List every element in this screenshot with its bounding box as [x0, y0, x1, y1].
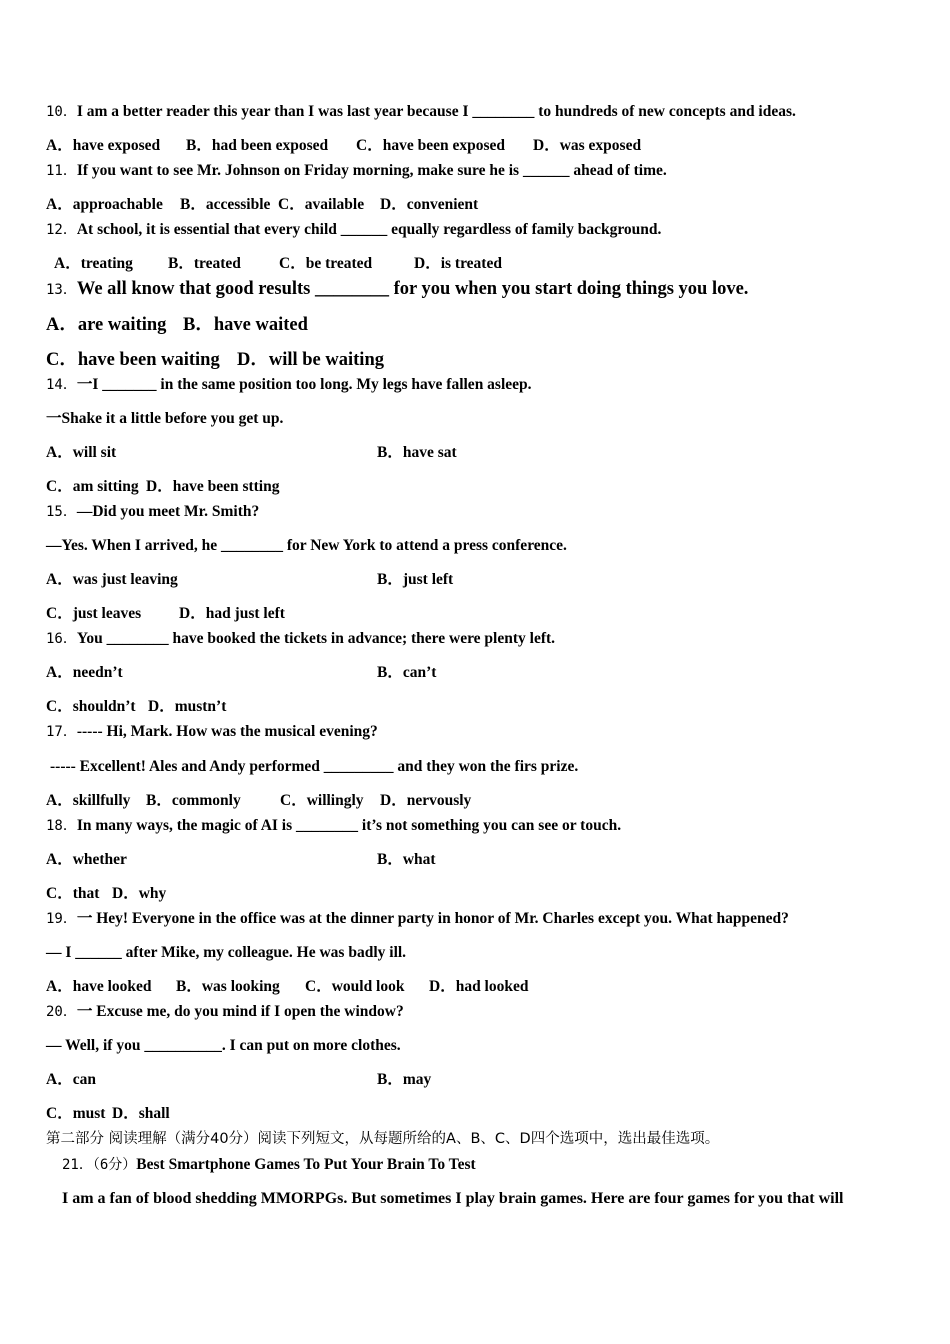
option-a: A．have looked — [46, 978, 152, 995]
option-c: C．shouldn’t — [46, 698, 136, 715]
question-14-reply: 一Shake it a little before you get up. — [46, 410, 284, 427]
option-c: C．have been exposed — [356, 137, 505, 154]
option-b: B．was looking — [176, 978, 280, 995]
question-21-title — [62, 1155, 476, 1175]
question-13-stem: 13．We all know that good results ________ for you when you start doing things you love. — [46, 279, 749, 299]
question-17-reply: ----- Excellent! Ales and Andy performed _________ and they won the firs prize. — [50, 758, 579, 775]
question-20-reply: — Well, if you __________. I can put on more clothes. — [46, 1037, 401, 1054]
option-d: D．have been stting — [146, 478, 280, 495]
question-15-reply: —Yes. When I arrived, he ________ for New York to attend a press conference. — [46, 537, 567, 554]
option-c: C．just leaves — [46, 605, 142, 622]
option-a: A．approachable — [46, 196, 163, 213]
option-c: C．have been waiting — [46, 350, 220, 370]
option-b: B．have sat — [377, 444, 457, 461]
question-20-stem: 20．一 Excuse me, do you mind if I open the window? — [46, 1003, 404, 1020]
option-c: C．available — [278, 196, 365, 213]
question-10-stem: 10．I am a better reader this year than I was last year because I ________ to hundreds of new concepts and ideas. — [46, 103, 796, 120]
question-19-stem: 19．一 Hey! Everyone in the office was at the dinner party in honor of Mr. Charles except you. What happened? — [46, 910, 789, 927]
option-a: A．was just leaving — [46, 571, 178, 588]
option-b: B．commonly — [146, 792, 241, 809]
question-21-number: 21．（6分） — [62, 1157, 137, 1173]
question-19-reply: — I ______ after Mike, my colleague. He was badly ill. — [46, 944, 407, 961]
option-b: B．may — [377, 1071, 432, 1088]
question-17-stem: 17．----- Hi, Mark. How was the musical evening? — [46, 723, 378, 740]
option-d: D．is treated — [414, 255, 502, 272]
question-16-stem: 16．You ________ have booked the tickets in advance; there were plenty left. — [46, 630, 556, 647]
option-d: D．mustn’t — [148, 698, 227, 715]
option-c: C．that — [46, 885, 100, 902]
option-b: B．just left — [377, 571, 454, 588]
option-a: A．skillfully — [46, 792, 131, 809]
option-c: C．would look — [305, 978, 405, 995]
option-b: B．what — [377, 851, 436, 868]
option-b: B．accessible — [180, 196, 271, 213]
question-14-stem: 14．一I _______ in the same position too long. My legs have fallen asleep. — [46, 376, 532, 393]
option-b: B．treated — [168, 255, 241, 272]
option-d: D．shall — [112, 1105, 170, 1122]
option-b: B．had been exposed — [186, 137, 329, 154]
option-a: A．can — [46, 1071, 96, 1088]
option-d: D．had looked — [429, 978, 529, 995]
option-d: D．had just left — [179, 605, 285, 622]
option-a: A．have exposed — [46, 137, 161, 154]
option-a: A．whether — [46, 851, 127, 868]
question-12-stem: 12．At school, it is essential that every child ______ equally regardless of family background. — [46, 221, 662, 238]
option-c: C．willingly — [280, 792, 364, 809]
option-a: A．treating — [54, 255, 133, 272]
option-d: D．was exposed — [533, 137, 642, 154]
section-2-heading: 第二部分 阅读理解（满分40分）阅读下列短文，从每题所给的A、B、C、D四个选项中，选出最佳选项。 — [46, 1131, 720, 1147]
passage-title: Best Smartphone Games To Put Your Brain To Test — [136, 1156, 476, 1173]
option-d: D．will be waiting — [237, 350, 384, 370]
option-c: C．be treated — [279, 255, 373, 272]
option-c: C．am sitting — [46, 478, 139, 495]
option-d: D．convenient — [380, 196, 479, 213]
option-b: B．can’t — [377, 664, 437, 681]
question-11-stem: 11．If you want to see Mr. Johnson on Friday morning, make sure he is ______ ahead of time. — [46, 162, 667, 179]
question-18-stem: 18．In many ways, the magic of AI is ________ it’s not something you can see or touch. — [46, 817, 622, 834]
passage-line-1: I am a fan of blood shedding MMORPGs. But sometimes I play brain games. Here are four games for you that will — [62, 1190, 844, 1207]
option-d: D．nervously — [380, 792, 472, 809]
question-15-stem: 15．—Did you meet Mr. Smith? — [46, 503, 260, 520]
option-b: B．have waited — [183, 315, 308, 335]
option-a: A．are waiting — [46, 315, 167, 335]
option-a: A．needn’t — [46, 664, 123, 681]
option-c: C．must — [46, 1105, 106, 1122]
option-a: A．will sit — [46, 444, 117, 461]
option-d: D．why — [112, 885, 167, 902]
